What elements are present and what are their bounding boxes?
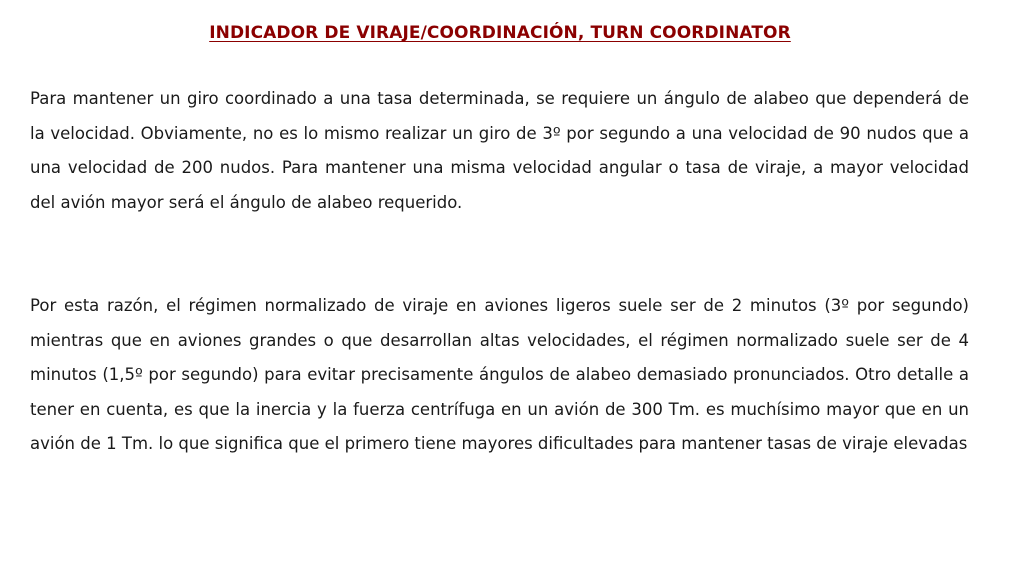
slide-title: INDICADOR DE VIRAJE/COORDINACIÓN, TURN COORDINATOR: [209, 23, 791, 43]
body-paragraph-1: Para mantener un giro coordinado a una tasa determinada, se requiere un ángulo de alabeo que dependerá de la velocidad. Obviamente, no es lo mismo realizar un giro de 3º por segundo a una velocidad de 90 nudos que a una velocidad de 200 nudos. Para mantener una misma velocidad angular o tasa de viraje, a mayor velocidad del avión mayor será el ángulo de alabeo requerido.: [30, 89, 969, 212]
body-paragraph-2: Por esta razón, el régimen normalizado de viraje en aviones ligeros suele ser de 2 minutos (3º por segundo) mientras que en aviones grandes o que desarrollan altas velocidades, el régimen normalizado suele ser de 4 minutos (1,5º por segundo) para evitar precisamente ángulos de alabeo demasiado pronunciados. Otro detalle a tener en cuenta, es que la inercia y la fuerza centrífuga en un avión de 300 Tm. es muchísimo mayor que en un avión de 1 Tm. lo que significa que el primero tiene mayores dificultades para mantener tasas de viraje elevadas: [30, 296, 969, 453]
